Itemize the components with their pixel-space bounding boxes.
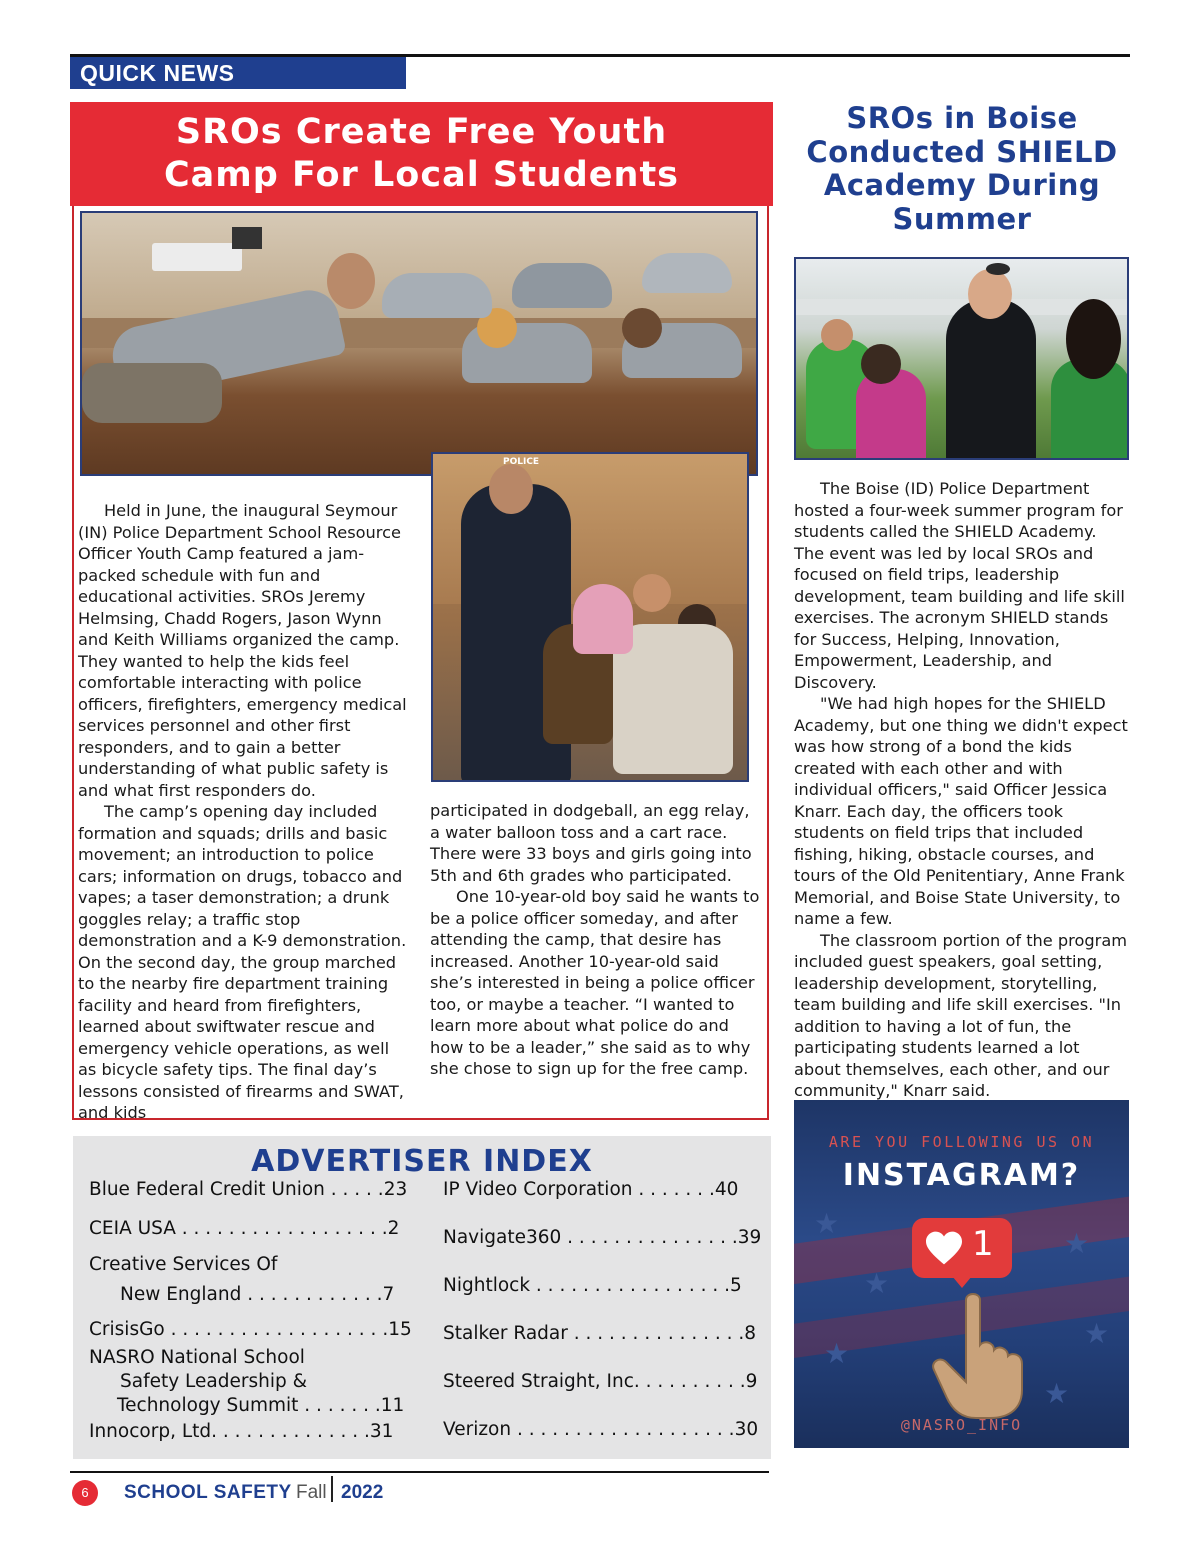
page-number: 6 xyxy=(72,1480,98,1506)
bottom-rule xyxy=(70,1471,769,1473)
star-icon: ★ xyxy=(824,1338,850,1369)
advertiser-index-title: ADVERTISER INDEX xyxy=(251,1144,593,1179)
adv-right-item: Nightlock . . . . . . . . . . . . . . . . .5 xyxy=(443,1275,742,1296)
left-para-3: participated in dodgeball, an egg relay, a water balloon toss and a cart race. There were 33 boys and girls going into 5th and 6th grades who participated. xyxy=(430,801,752,885)
star-icon: ★ xyxy=(1044,1378,1070,1409)
left-story-headline xyxy=(70,102,773,206)
right-para-2: "We had high hopes for the SHIELD Academy, but one thing we didn't expect was how strong of a bond the kids created with each other and with individual officers," said Officer Jessica Knarr. Each day, the officers took students on field trips that included fishing, hiking, obstacle courses, and tours of the Old Penitentiary, Anne Frank Memorial, and Boise State University, to name a few. xyxy=(794,694,1128,928)
like-notification-icon xyxy=(912,1218,1012,1278)
issue-year: 2022 xyxy=(341,1482,384,1503)
instagram-question: ARE YOU FOLLOWING US ON xyxy=(828,1133,1095,1151)
right-story-column xyxy=(794,478,1130,1102)
instagram-handle[interactable]: @NASRO_INFO xyxy=(900,1416,1023,1434)
advertiser-index xyxy=(73,1136,771,1459)
left-story-column-1 xyxy=(78,500,408,1124)
instagram-ad[interactable] xyxy=(794,1100,1129,1448)
adv-left-item: NASRO National School xyxy=(89,1347,305,1368)
pointing-hand-icon xyxy=(926,1290,1036,1420)
adv-right-item: Stalker Radar . . . . . . . . . . . . . . .8 xyxy=(443,1323,757,1344)
photo-pushups xyxy=(80,211,758,476)
left-para-1: Held in June, the inaugural Seymour (IN) Police Department School Resource Officer Youth Camp featured a jam-packed schedule with fun and educational activities. SROs Jeremy Helmsing, Chadd Rogers, Jason Wynn and Keith Williams organized the camp. They wanted to help the kids feel comfortable interacting with police officers, firefighters, emergency medical services personnel and other first responders, and to gain a better understanding of what public safety is and what first responders do. xyxy=(78,501,407,800)
adv-left-item: Creative Services Of xyxy=(89,1254,278,1275)
left-para-2: The camp’s opening day included formation and squads; drills and basic movement; an introduction to police cars; information on drugs, tobacco and vapes; a taser demonstration; a drunk goggles relay; a traffic stop demonstration and a K-9 demonstration. On the second day, the group marched to the nearby fire department training facility and heard from firefighters, learned about swiftwater rescue and emergency vehicle operations, as well as bicycle safety tips. The final day’s lessons consisted of firearms and SWAT, and kids xyxy=(78,802,407,1122)
adv-left-item: New England . . . . . . . . . . . .7 xyxy=(120,1284,395,1305)
adv-left-item: Blue Federal Credit Union . . . . .23 xyxy=(89,1179,408,1200)
adv-left-item: Innocorp, Ltd. . . . . . . . . . . . . .31 xyxy=(89,1421,394,1442)
adv-right-item: IP Video Corporation . . . . . . .40 xyxy=(443,1179,739,1200)
adv-right-item: Steered Straight, Inc. . . . . . . . . .9 xyxy=(443,1371,758,1392)
star-icon: ★ xyxy=(1084,1318,1110,1349)
adv-left-item: Technology Summit . . . . . . .11 xyxy=(117,1395,405,1416)
adv-right-item: Navigate360 . . . . . . . . . . . . . . .39 xyxy=(443,1227,762,1248)
left-headline-line-2: Camp For Local Students xyxy=(163,155,680,195)
right-para-3: The classroom portion of the program included guest speakers, goal setting, leadership development, storytelling, team building and life skill exercises. "In addition to having a lot of fun, the participating students learned a lot about themselves, each other, and our community," Knarr said. xyxy=(794,930,1128,1100)
adv-left-item: CEIA USA . . . . . . . . . . . . . . . . . .2 xyxy=(89,1218,400,1239)
vest-label: POLICE xyxy=(503,457,540,467)
star-icon: ★ xyxy=(864,1268,890,1299)
adv-left-item: CrisisGo . . . . . . . . . . . . . . . . . . .15 xyxy=(89,1319,412,1340)
instagram-headline: INSTAGRAM? xyxy=(842,1158,1081,1193)
like-count: 1 xyxy=(972,1224,994,1264)
right-para-1: The Boise (ID) Police Department hosted a four-week summer program for students called the SHIELD Academy. The event was led by local SROs and focused on field trips, leadership development, team building and life skill exercises. The acronym SHIELD stands for Success, Helping, Innovation, Empowerment, Leadership, and Discovery. xyxy=(794,479,1125,692)
adv-left-item: Safety Leadership & xyxy=(120,1371,308,1392)
heart-icon xyxy=(924,1230,964,1266)
section-tag: QUICK NEWS xyxy=(70,57,406,89)
footer-divider xyxy=(331,1476,333,1502)
star-icon: ★ xyxy=(1064,1228,1090,1259)
left-headline-line-1: SROs Create Free Youth xyxy=(175,112,668,152)
photo-shield-academy xyxy=(794,257,1129,460)
left-para-4: One 10-year-old boy said he wants to be a police officer someday, and after attending the camp, that desire has increased. Another 10-year-old said she’s interested in being a police officer too, or maybe a teacher. “I wanted to learn more about what police do and how to be a leader,” she said as to why she chose to sign up for the free camp. xyxy=(430,887,760,1078)
star-icon: ★ xyxy=(814,1208,840,1239)
adv-right-item: Verizon . . . . . . . . . . . . . . . . . . .30 xyxy=(443,1419,759,1440)
issue-season: Fall xyxy=(296,1482,327,1503)
right-story-headline: SROs in Boise Conducted SHIELD Academy During Summer xyxy=(806,101,1118,236)
magazine-title: SCHOOL SAFETY xyxy=(124,1482,292,1503)
photo-k9-demo xyxy=(431,452,749,782)
left-story-column-2 xyxy=(430,800,760,1080)
